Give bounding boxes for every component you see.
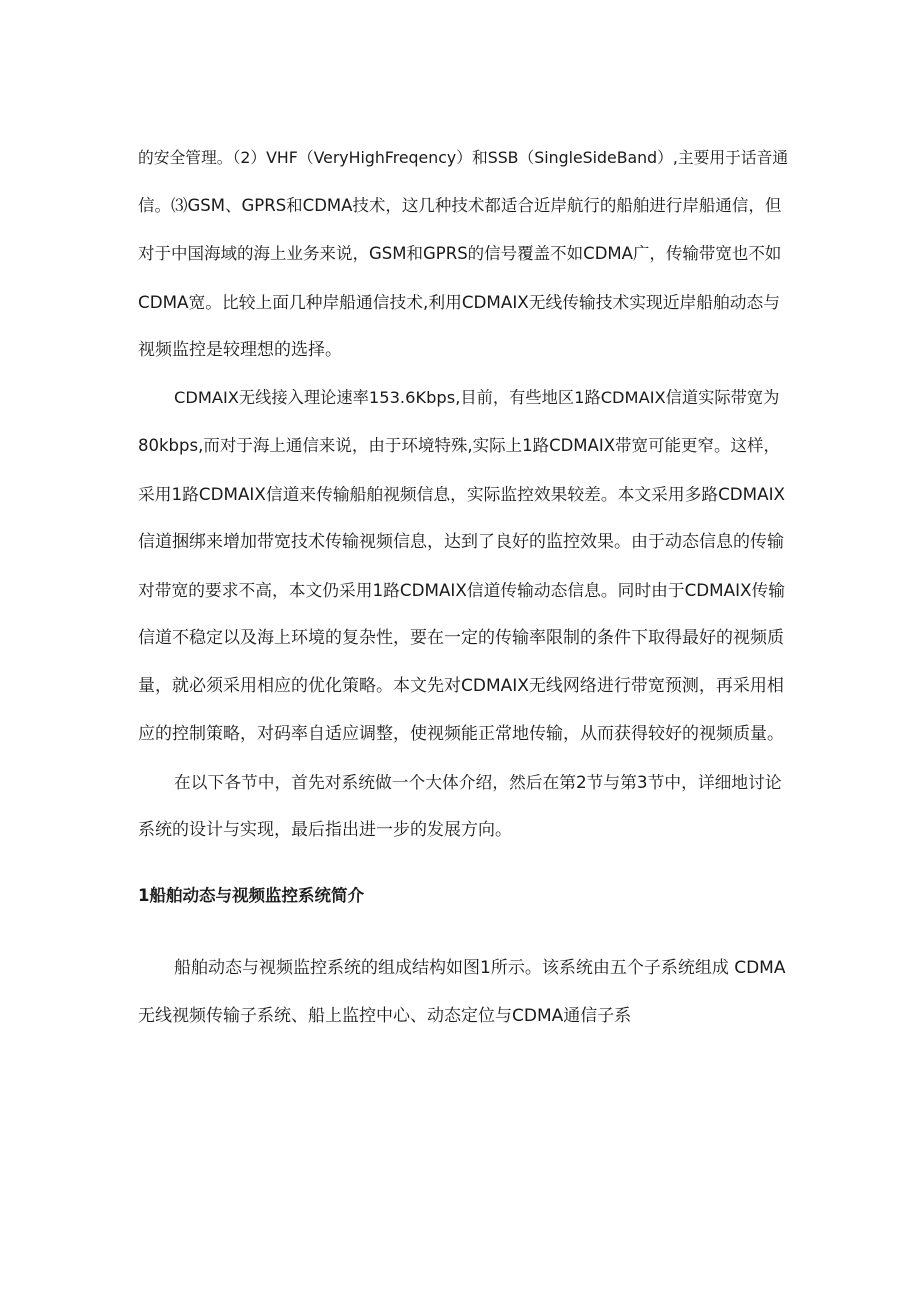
paragraph-1-line-4: CDMA宽。比较上面几种岸船通信技术,利用CDMAIX无线传输技术实现近岸船舶动态与 xyxy=(138,292,780,312)
paragraph-1-line-5: 视频监控是较理想的选择。 xyxy=(138,340,342,360)
paragraph-4-line-2: 无线视频传输子系统、船上监控中心、动态定位与CDMA通信子系 xyxy=(138,1006,632,1026)
paragraph-2-line-8: 应的控制策略，对码率自适应调整，使视频能正常地传输，从而获得较好的视频质量。 xyxy=(138,724,784,744)
paragraph-1-line-3: 对于中国海域的海上业务来说，GSM和GPRS的信号覆盖不如CDMA广，传输带宽也不如 xyxy=(138,244,782,263)
paragraph-2-line-5: 对带宽的要求不高，本文仍采用1路CDMAIX信道传输动态信息。同时由于CDMAIX传输 xyxy=(138,580,785,600)
paragraph-2-line-6: 信道不稳定以及海上环境的复杂性，要在一定的传输率限制的条件下取得最好的视频质 xyxy=(138,628,784,648)
paragraph-2-line-2: 80kbps,而对于海上通信来说，由于环境特殊,实际上1路CDMAIX带宽可能更窄。这样， xyxy=(138,436,781,455)
section-heading: 1船舶动态与视频监控系统简介 xyxy=(138,886,364,905)
paragraph-2-line-7: 量，就必须采用相应的优化策略。本文先对CDMAIX无线网络进行带宽预测，再采用相 xyxy=(138,676,784,696)
paragraph-3-line-1: 在以下各节中，首先对系统做一个大体介绍，然后在第2节与第3节中，详细地讨论 xyxy=(174,772,782,792)
paragraph-1-line-1: 的安全管理。（2）VHF（VeryHighFreqency）和SSB（SingleSideBand）,主要用于话音通 xyxy=(138,148,789,167)
paragraph-3-line-2: 系统的设计与实现，最后指出进一步的发展方向。 xyxy=(138,820,512,840)
paragraph-2-line-3: 采用1路CDMAIX信道来传输船舶视频信息，实际监控效果较差。本文采用多路CDMAIX xyxy=(138,484,785,504)
paragraph-4-line-1: 船舶动态与视频监控系统的组成结构如图1所示。该系统由五个子系统组成 CDMA xyxy=(174,958,786,978)
paragraph-1-line-2: 信。⑶GSM、GPRS和CDMA技术，这几种技术都适合近岸航行的船舶进行岸船通信，但 xyxy=(138,196,782,215)
paragraph-2-line-1: CDMAIX无线接入理论速率153.6Kbps,目前，有些地区1路CDMAIX信道实际带宽为 xyxy=(174,388,780,407)
paragraph-2-line-4: 信道捆绑来增加带宽技术传输视频信息，达到了良好的监控效果。由于动态信息的传输 xyxy=(138,532,784,552)
